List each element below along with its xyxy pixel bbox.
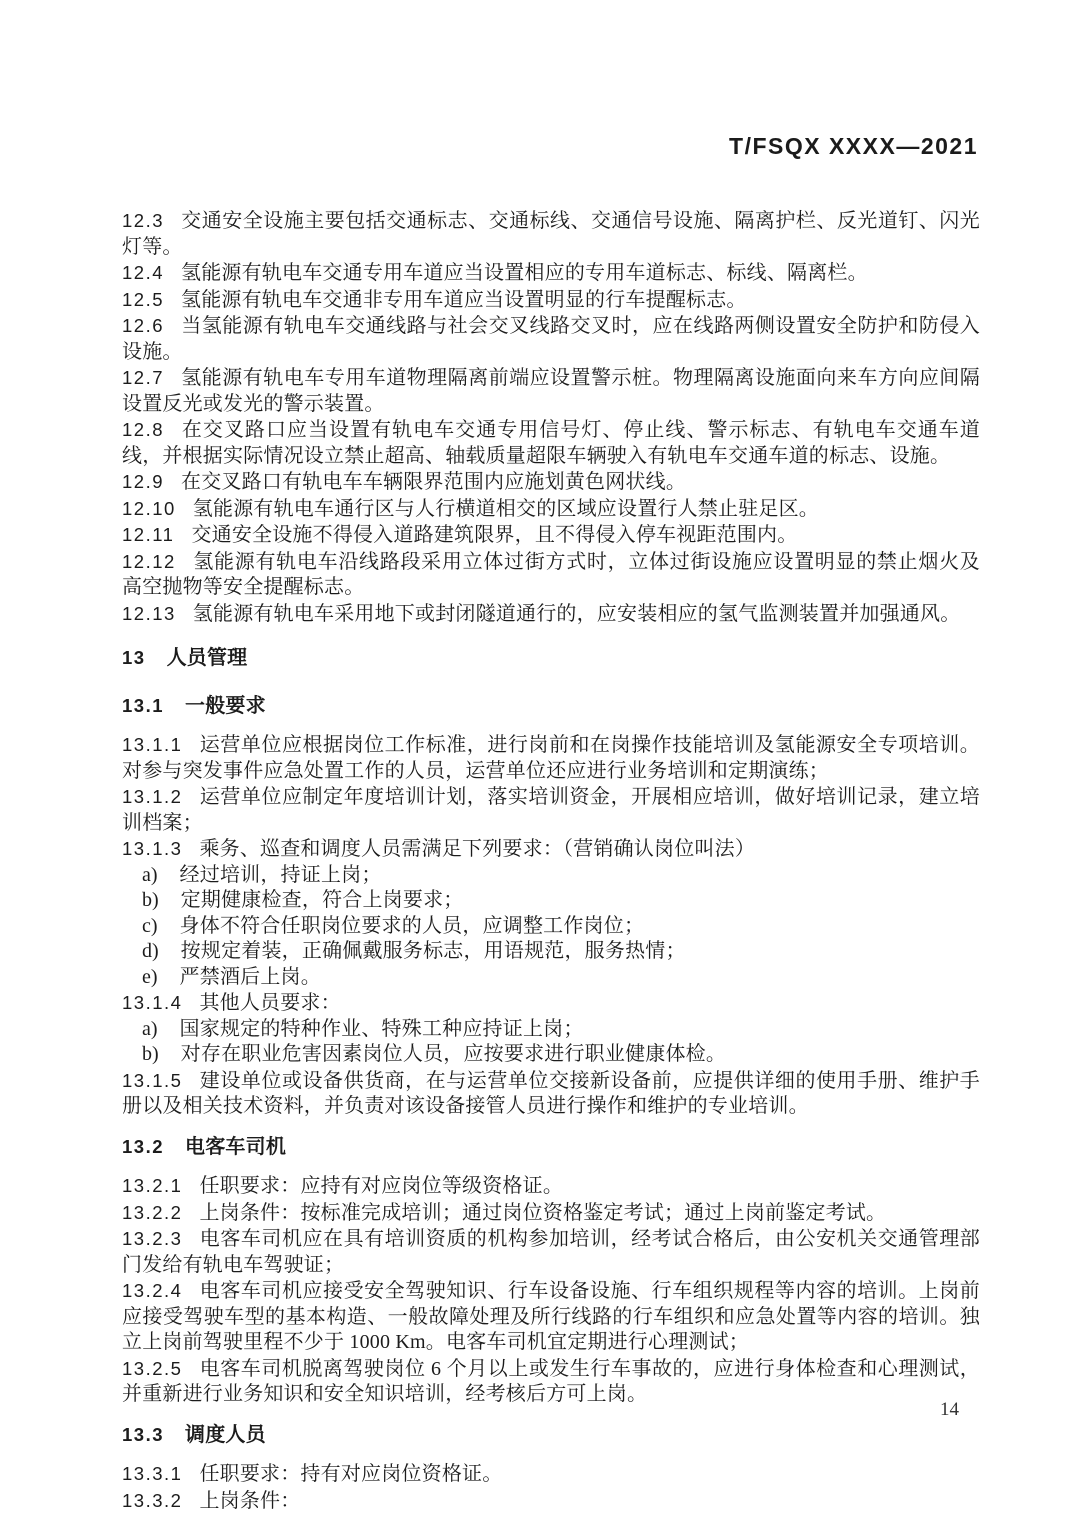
clause-text: 氢能源有轨电车沿线路段采用立体过街方式时，立体过街设施应设置明显的禁止烟火及高空抛物等安全提醒标志。 — [122, 550, 980, 598]
clause-number: 12.12 — [122, 550, 176, 572]
clause-number: 13.1.1 — [122, 734, 183, 755]
clause-text: 电客车司机应在具有培训资质的机构参加培训，经考试合格后，由公安机关交通管理部门发给有轨电车驾驶证； — [122, 1228, 980, 1276]
clause-number: 12.9 — [122, 471, 165, 492]
clause — [122, 522, 980, 549]
clause-text: 其他人员要求： — [199, 992, 341, 1014]
clause-text: 当氢能源有轨电车交通线路与社会交叉线路交叉时，应在线路两侧设置安全防护和防侵入设施。 — [122, 315, 980, 363]
clause-text: 按规定着装，正确佩戴服务标志，用语规范，服务热情； — [180, 940, 686, 962]
clause-number: 13.1.5 — [122, 1069, 183, 1091]
clause — [122, 601, 980, 628]
clause-number: 12.11 — [122, 524, 175, 545]
clause-number: 12.3 — [122, 210, 165, 231]
list-item-marker: b) — [142, 889, 159, 911]
list-item — [122, 965, 980, 991]
clause — [122, 732, 980, 784]
clause-text: 定期健康检查，符合上岗要求； — [180, 889, 464, 911]
clause-number: 12.7 — [122, 367, 165, 388]
document-body — [122, 208, 980, 1514]
clause — [122, 260, 980, 287]
clause — [122, 496, 980, 523]
clause-text: 国家规定的特种作业、特殊工种应持证上岗； — [179, 1017, 584, 1040]
clause-number: 13.1 — [122, 694, 165, 716]
heading-text: 电客车司机 — [185, 1135, 287, 1158]
clause — [122, 1226, 980, 1278]
clause-text: 交通安全设施不得侵入道路建筑限界，且不得侵入停车视距范围内。 — [191, 524, 798, 546]
clause-text: 电客车司机应接受安全驾驶知识、行车设备设施、行车组织规程等内容的培训。上岗前应接受驾驶车型的基本构造、一般故障处理及所行线路的行车组织和应急处置等内容的培训。独立上岗前驾驶里程不少于 1000 Km。电客车司机宜定期进行心理测试； — [122, 1280, 980, 1353]
list-item-marker: b) — [142, 1043, 159, 1065]
standard-code-header: T/FSQX XXXX—2021 — [729, 133, 978, 159]
clause-text: 任职要求：持有对应岗位资格证。 — [199, 1463, 503, 1485]
list-item — [122, 914, 980, 940]
clause — [122, 469, 980, 496]
clause-number: 12.5 — [122, 288, 165, 310]
clause — [122, 1200, 980, 1227]
clause-text: 运营单位应制定年度培训计划，落实培训资金，开展相应培训，做好培训记录，建立培训档案； — [122, 786, 980, 834]
clause-text: 交通安全设施主要包括交通标志、交通标线、交通信号设施、隔离护栏、反光道钉、闪光灯等。 — [122, 210, 980, 258]
subsection-heading — [122, 1422, 980, 1449]
clause — [122, 313, 980, 365]
list-item — [122, 863, 980, 889]
list-item — [122, 1042, 980, 1068]
list-item-marker: a) — [142, 863, 158, 886]
clause-number: 13.3.2 — [122, 1489, 183, 1511]
clause — [122, 990, 980, 1017]
list-item-marker: d) — [142, 940, 159, 962]
clause — [122, 1461, 980, 1488]
clause-number: 13.2.2 — [122, 1201, 183, 1223]
clause-number: 12.6 — [122, 315, 165, 336]
clause-text: 氢能源有轨电车交通非专用车道应当设置明显的行车提醒标志。 — [181, 288, 747, 311]
clause-number: 13 — [122, 647, 146, 668]
heading-text: 调度人员 — [185, 1423, 266, 1446]
clause-number: 13.2.3 — [122, 1228, 183, 1249]
list-item — [122, 888, 980, 914]
clause-number: 13.1.2 — [122, 786, 183, 807]
clause — [122, 417, 980, 469]
clause — [122, 1356, 980, 1408]
subsection-heading — [122, 693, 980, 720]
clause — [122, 365, 980, 417]
clause-text: 运营单位应根据岗位工作标准，进行岗前和在岗操作技能培训及氢能源安全专项培训。对参与突发事件应急处置工作的人员，运营单位还应进行业务培训和定期演练； — [122, 734, 980, 782]
clause-text: 氢能源有轨电车采用地下或封闭隧道通行的，应安装相应的氢气监测装置并加强通风。 — [192, 602, 961, 625]
clause-text: 任职要求：应持有对应岗位等级资格证。 — [199, 1175, 564, 1197]
clause-text: 对存在职业危害因素岗位人员，应按要求进行职业健康体检。 — [180, 1043, 727, 1065]
clause-number: 12.13 — [122, 602, 176, 624]
clause-text: 氢能源有轨电车专用车道物理隔离前端应设置警示桩。物理隔离设施面向来车方向应间隔设置反光或发光的警示装置。 — [122, 367, 980, 415]
list-item — [122, 939, 980, 965]
clause — [122, 784, 980, 836]
clause-text: 电客车司机脱离驾驶岗位 6 个月以上或发生行车事故的，应进行身体检查和心理测试，并重新进行业务知识和安全知识培训，经考核后方可上岗。 — [122, 1357, 980, 1405]
clause — [122, 208, 980, 260]
clause-text: 在交叉路口应当设置有轨电车交通专用信号灯、停止线、警示标志、有轨电车交通车道线，并根据实际情况设立禁止超高、轴载质量超限车辆驶入有轨电车交通车道的标志、设施。 — [122, 419, 980, 467]
clause-text: 氢能源有轨电车通行区与人行横道相交的区域应设置行人禁止驻足区。 — [192, 497, 819, 520]
clause-number: 13.3 — [122, 1423, 165, 1445]
list-item — [122, 1017, 980, 1043]
clause — [122, 287, 980, 314]
clause-number: 13.2.1 — [122, 1175, 183, 1196]
clause-text: 经过培训，持证上岗； — [179, 863, 382, 886]
clause — [122, 1278, 980, 1356]
clause-text: 在交叉路口有轨电车车辆限界范围内应施划黄色网状线。 — [181, 471, 687, 493]
clause-text: 严禁酒后上岗。 — [179, 965, 321, 988]
heading-text: 一般要求 — [185, 694, 266, 717]
clause — [122, 1068, 980, 1120]
clause-number: 13.2.5 — [122, 1357, 183, 1379]
list-item-marker: c) — [142, 914, 158, 937]
section-heading — [122, 645, 980, 672]
clause-number: 12.8 — [122, 419, 165, 440]
clause-text: 上岗条件：按标准完成培训；通过岗位资格鉴定考试；通过上岗前鉴定考试。 — [199, 1201, 887, 1224]
page-number: 14 — [940, 1399, 959, 1420]
clause-text: 上岗条件： — [199, 1489, 301, 1512]
clause-number: 13.1.4 — [122, 992, 183, 1013]
heading-text: 人员管理 — [166, 647, 248, 669]
list-item-marker: e) — [142, 965, 158, 988]
clause-number: 13.2.4 — [122, 1280, 183, 1301]
clause-number: 12.4 — [122, 262, 165, 283]
clause-number: 13.1.3 — [122, 838, 183, 859]
clause-number: 13.2 — [122, 1135, 165, 1157]
clause — [122, 549, 980, 601]
list-item-marker: a) — [142, 1017, 158, 1040]
clause-text: 建设单位或设备供货商，在与运营单位交接新设备前，应提供详细的使用手册、维护手册以及相关技术资料，并负责对该设备接管人员进行操作和维护的专业培训。 — [122, 1069, 980, 1117]
clause-text: 氢能源有轨电车交通专用车道应当设置相应的专用车道标志、标线、隔离栏。 — [181, 262, 868, 284]
subsection-heading — [122, 1134, 980, 1161]
clause-text: 乘务、巡查和调度人员需满足下列要求：（营销确认岗位叫法） — [199, 838, 756, 860]
clause-number: 13.3.1 — [122, 1463, 183, 1484]
clause — [122, 1488, 980, 1515]
clause — [122, 836, 980, 863]
clause-text: 身体不符合任职岗位要求的人员，应调整工作岗位； — [179, 914, 645, 937]
clause-number: 12.10 — [122, 497, 176, 519]
clause — [122, 1173, 980, 1200]
